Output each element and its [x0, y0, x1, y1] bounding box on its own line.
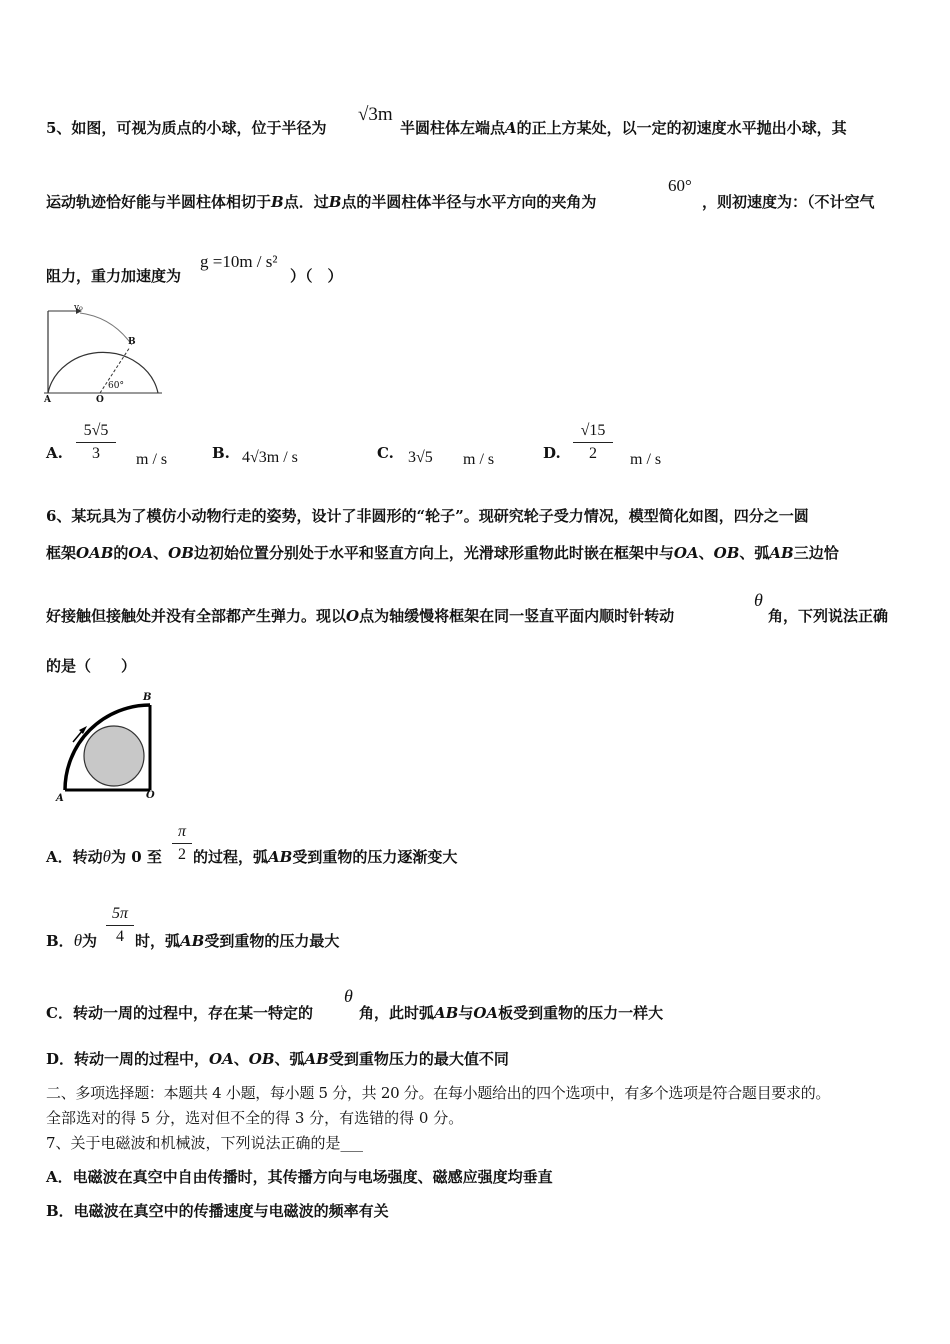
q6-line4: 的是（ ） — [46, 657, 137, 675]
q5-fig-v0: v₀ — [74, 303, 83, 313]
q6-line3: 好接触但接触处并没有全部都产生弹力。现以O点为轴缓慢将框架在同一竖直平面内顺时针转动 — [46, 607, 675, 625]
q5-fig-b: B — [128, 337, 136, 347]
q5-fig-o: O — [96, 395, 104, 405]
q6-theta: θ — [754, 590, 763, 610]
q5-fig-angle: 60° — [108, 381, 124, 391]
q5-option-c-value: 3√5 — [408, 449, 433, 466]
q6-option-b-post: 时，弧AB受到重物的压力最大 — [135, 932, 340, 950]
q5-fig-a: A — [44, 395, 51, 405]
q5-gravity: g =10m / s² — [200, 252, 278, 271]
q6-option-d[interactable]: D．转动一周的过程中，OA、OB、弧AB受到重物压力的最大值不同 — [46, 1050, 509, 1068]
q7-option-a[interactable]: A．电磁波在真空中自由传播时，其传播方向与电场强度、磁感应强度均垂直 — [46, 1168, 553, 1186]
q6-line2: 框架OAB的OA、OB边初始位置分别处于水平和竖直方向上，光滑球形重物此时嵌在框架中与OA、OB、弧AB三边恰 — [46, 544, 839, 562]
q5-figure — [40, 305, 170, 405]
section2-line1: 二、多项选择题：本题共 4 小题，每小题 5 分，共 20 分。在每小题给出的四个选项中，有多个选项是符合题目要求的。 — [46, 1084, 831, 1102]
q6-option-a[interactable]: A．转动θ为 0 至 — [46, 847, 162, 866]
q5-angle: 60° — [668, 176, 692, 195]
q5-line2-post: ，则初速度为：（不计空气 — [702, 193, 875, 211]
q6-option-c[interactable]: C．转动一周的过程中，存在某一特定的 — [46, 1004, 313, 1022]
q6-fig-a: A — [56, 793, 64, 804]
q5-option-d-frac: √15 2 — [573, 422, 613, 463]
q6-option-a-post: 的过程，弧AB受到重物的压力逐渐变大 — [193, 848, 458, 866]
q5-option-c-unit: m / s — [463, 451, 495, 468]
q5-option-d-unit: m / s — [630, 451, 662, 468]
q6-line3-post: 角，下列说法正确 — [768, 607, 889, 625]
q6-line1: 6、某玩具为了模仿小动物行走的姿势，设计了非圆形的“轮子”。现研究轮子受力情况，模型简化如图，四分之一圆 — [46, 507, 809, 525]
q6-option-b[interactable]: B．θ为 — [46, 931, 98, 950]
q6-fig-o: O — [146, 790, 155, 801]
q6-option-b-frac: 5π 4 — [106, 905, 134, 946]
q5-line3: 阻力，重力加速度为 — [46, 267, 182, 285]
q6-option-c-post: 角，此时弧AB与OA板受到重物的压力一样大 — [359, 1004, 664, 1022]
q5-option-a-frac: 5√5 3 — [76, 422, 116, 463]
q5-line1-post: 半圆柱体左端点A的正上方某处，以一定的初速度水平抛出小球，其 — [400, 119, 847, 137]
q5-line1: 5、如图，可视为质点的小球，位于半径为 — [46, 119, 327, 137]
q5-radius: √3m — [358, 104, 393, 125]
q5-option-a[interactable]: A. — [46, 444, 63, 462]
q5-line3-post: ）（ ） — [290, 267, 343, 285]
q5-option-a-unit: m / s — [136, 451, 168, 468]
q5-option-b[interactable]: B. — [212, 444, 230, 462]
q6-figure — [55, 700, 155, 795]
q6-option-c-theta: θ — [344, 986, 353, 1006]
q7-stem: 7、关于电磁波和机械波，下列说法正确的是___ — [46, 1134, 364, 1152]
q6-option-a-frac: π 2 — [172, 823, 192, 864]
q6-fig-b: B — [143, 692, 152, 703]
q5-option-d[interactable]: D. — [543, 444, 561, 462]
q5-option-b-value: 4√3m / s — [242, 449, 298, 466]
q5-line2: 运动轨迹恰好能与半圆柱体相切于B点．过B点的半圆柱体半径与水平方向的夹角为 — [46, 193, 597, 211]
q5-option-c[interactable]: C. — [377, 444, 394, 462]
section2-line2: 全部选对的得 5 分，选对但不全的得 3 分，有选错的得 0 分。 — [46, 1109, 464, 1127]
q7-option-b[interactable]: B．电磁波在真空中的传播速度与电磁波的频率有关 — [46, 1202, 389, 1220]
